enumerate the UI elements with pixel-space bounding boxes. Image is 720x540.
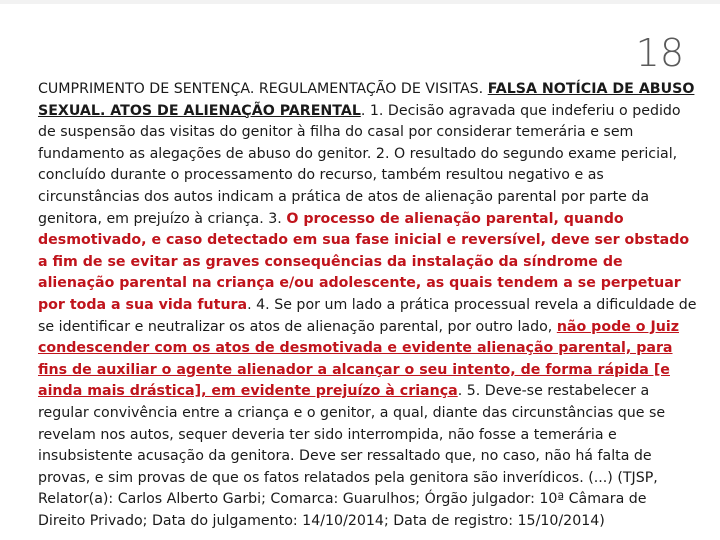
case-subject-emphasis: FALSA NOTÍCIA DE ABUSO SEXUAL. ATOS DE ALIENAÇÃO PARENTAL <box>38 81 695 119</box>
case-subject-heading: CUMPRIMENTO DE SENTENÇA. REGULAMENTAÇÃO DE VISITAS. <box>38 81 488 97</box>
summary-items-1-3: . 1. Decisão agravada que indeferiu o pedido de suspensão das visitas do genitor à filha do casal por considerar temerária e sem fundamento as alegações de abuso do genitor. 2. O resultado do segundo exame pericial, concluído durante o processamento do recurso, também resultou negativo e as circunstâncias dos autos indicam a prática de atos de alienação parental por parte da genitora, em prejuízo à criança. 3. <box>38 102 681 227</box>
highlight-judge-duty: não pode o Juiz condescender com os atos de desmotivada e evidente alienação parental, para fins de auxiliar o agente alienador a alcançar o seu intento, de forma rápida [e ainda mais drástica], em evidente prejuízo à criança <box>38 318 679 400</box>
summary-item-4: . 4. Se por um lado a prática processual revela a dificuldade de se identificar e neutralizar os atos de alienação parental, por outro lado, <box>38 296 697 335</box>
highlight-alienation-process: O processo de alienação parental, quando desmotivado, e caso detectado em sua fase inicial e reversível, deve ser obstado a fim de se evitar as graves consequências da instalação da síndrome de alienação parental na criança e/ou adolescente, as quais tendem a se perpetuar por toda a sua vida futura <box>38 210 690 313</box>
top-divider <box>0 0 720 4</box>
page-number: 18 <box>635 31 684 75</box>
jurisprudence-excerpt <box>38 79 698 532</box>
summary-item-5-citation: . 5. Deve-se restabelecer a regular convivência entre a criança e o genitor, a qual, diante das circunstâncias que se revelam nos autos, sequer deveria ter sido interrompida, não fosse a temerária e insubsistente acusação da genitora. Deve ser ressaltado que, no caso, não há falta de provas, e sim provas de que os fatos relatados pela genitora são inverídicos. (...) (TJSP, Relator(a): Carlos Alberto Garbi; Comarca: Guarulhos; Órgão julgador: 10ª Câmara de Direito Privado; Data do julgamento: 14/10/2014; Data de registro: 15/10/2014) <box>38 383 666 529</box>
